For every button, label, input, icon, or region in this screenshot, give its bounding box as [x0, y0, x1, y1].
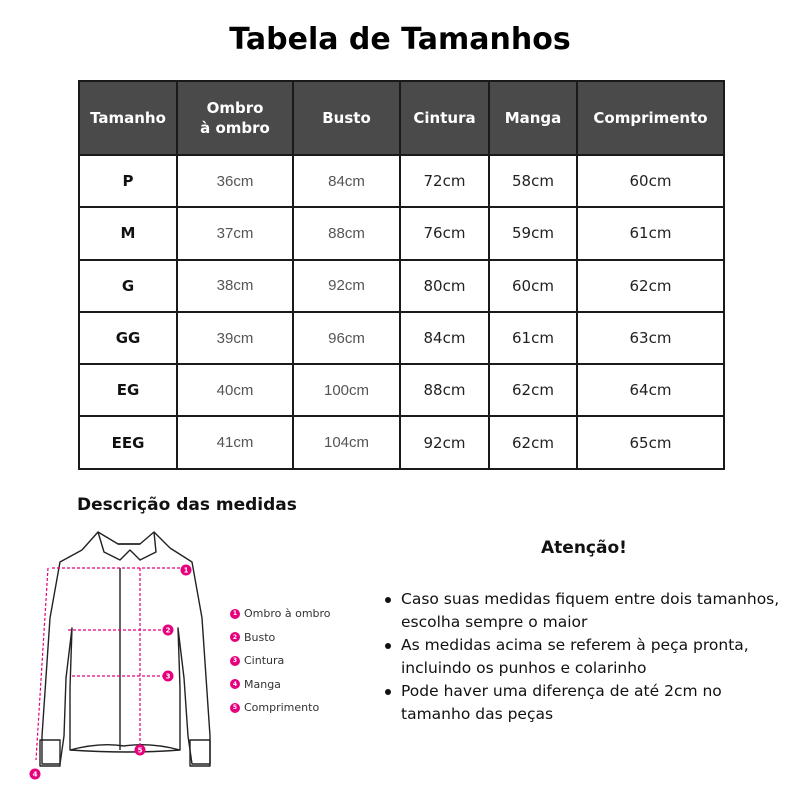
marker-2-label: 2 — [165, 626, 171, 635]
cell-comprimento: 60cm — [577, 155, 724, 207]
cell-cintura: 76cm — [400, 207, 489, 259]
cell-size: EEG — [79, 416, 177, 468]
cell-ombro: 41cm — [177, 416, 293, 468]
legend-item — [230, 626, 331, 650]
marker-3-label: 3 — [165, 672, 171, 681]
table-header-row — [79, 81, 724, 155]
cell-manga: 60cm — [489, 260, 577, 312]
cell-busto: 96cm — [293, 312, 400, 364]
measurement-lines — [36, 568, 185, 760]
table-row — [79, 416, 724, 468]
cell-cintura: 84cm — [400, 312, 489, 364]
header-comprimento: Comprimento — [577, 81, 724, 155]
legend-label: Cintura — [244, 654, 285, 668]
cell-comprimento: 61cm — [577, 207, 724, 259]
measurements-description-title: Descrição das medidas — [77, 495, 297, 515]
cell-cintura: 80cm — [400, 260, 489, 312]
note-item: As medidas acima se referem à peça pronta, incluindo os punhos e colarinho — [385, 634, 795, 680]
legend-number: 3 — [230, 656, 240, 666]
cell-cintura: 72cm — [400, 155, 489, 207]
cell-size: M — [79, 207, 177, 259]
header-manga: Manga — [489, 81, 577, 155]
measurement-legend — [230, 602, 331, 720]
legend-number: 1 — [230, 609, 240, 619]
cell-busto: 84cm — [293, 155, 400, 207]
cell-ombro: 38cm — [177, 260, 293, 312]
legend-item — [230, 696, 331, 720]
cell-comprimento: 63cm — [577, 312, 724, 364]
legend-item — [230, 673, 331, 697]
cell-cintura: 92cm — [400, 416, 489, 468]
header-tamanho: Tamanho — [79, 81, 177, 155]
legend-item — [230, 649, 331, 673]
header-cintura: Cintura — [400, 81, 489, 155]
cell-manga: 58cm — [489, 155, 577, 207]
cell-size: G — [79, 260, 177, 312]
marker-4-label: 4 — [32, 770, 38, 779]
cell-ombro: 39cm — [177, 312, 293, 364]
cell-comprimento: 62cm — [577, 260, 724, 312]
cell-busto: 100cm — [293, 364, 400, 416]
legend-label: Busto — [244, 630, 276, 644]
cell-manga: 59cm — [489, 207, 577, 259]
page-title: Tabela de Tamanhos — [229, 22, 571, 57]
marker-1-label: 1 — [183, 566, 189, 575]
legend-number: 2 — [230, 632, 240, 642]
legend-number: 5 — [230, 703, 240, 713]
note-item: Caso suas medidas fiquem entre dois tamanhos, escolha sempre o maior — [385, 588, 795, 634]
cell-size: GG — [79, 312, 177, 364]
header-ombro-label: Ombro à ombro — [200, 99, 270, 137]
table-row — [79, 155, 724, 207]
legend-label: Manga — [244, 677, 281, 691]
legend-number: 4 — [230, 679, 240, 689]
cell-manga: 61cm — [489, 312, 577, 364]
cell-cintura: 88cm — [400, 364, 489, 416]
note-item: Pode haver uma diferença de até 2cm no tamanho das peças — [385, 680, 795, 726]
cell-busto: 92cm — [293, 260, 400, 312]
cell-manga: 62cm — [489, 416, 577, 468]
cell-size: P — [79, 155, 177, 207]
table-row — [79, 364, 724, 416]
attention-notes — [385, 588, 795, 726]
table-row — [79, 207, 724, 259]
cell-busto: 104cm — [293, 416, 400, 468]
header-ombro — [177, 81, 293, 155]
cell-ombro: 37cm — [177, 207, 293, 259]
cell-ombro: 36cm — [177, 155, 293, 207]
header-busto: Busto — [293, 81, 400, 155]
cell-comprimento: 65cm — [577, 416, 724, 468]
table-row — [79, 260, 724, 312]
marker-5-label: 5 — [137, 746, 143, 755]
cell-busto: 88cm — [293, 207, 400, 259]
size-table — [78, 80, 725, 470]
cell-ombro: 40cm — [177, 364, 293, 416]
table-row — [79, 312, 724, 364]
legend-label: Ombro à ombro — [244, 607, 331, 621]
cell-comprimento: 64cm — [577, 364, 724, 416]
legend-label: Comprimento — [244, 701, 320, 715]
cell-manga: 62cm — [489, 364, 577, 416]
legend-item — [230, 602, 331, 626]
attention-title: Atenção! — [541, 538, 627, 558]
cell-size: EG — [79, 364, 177, 416]
